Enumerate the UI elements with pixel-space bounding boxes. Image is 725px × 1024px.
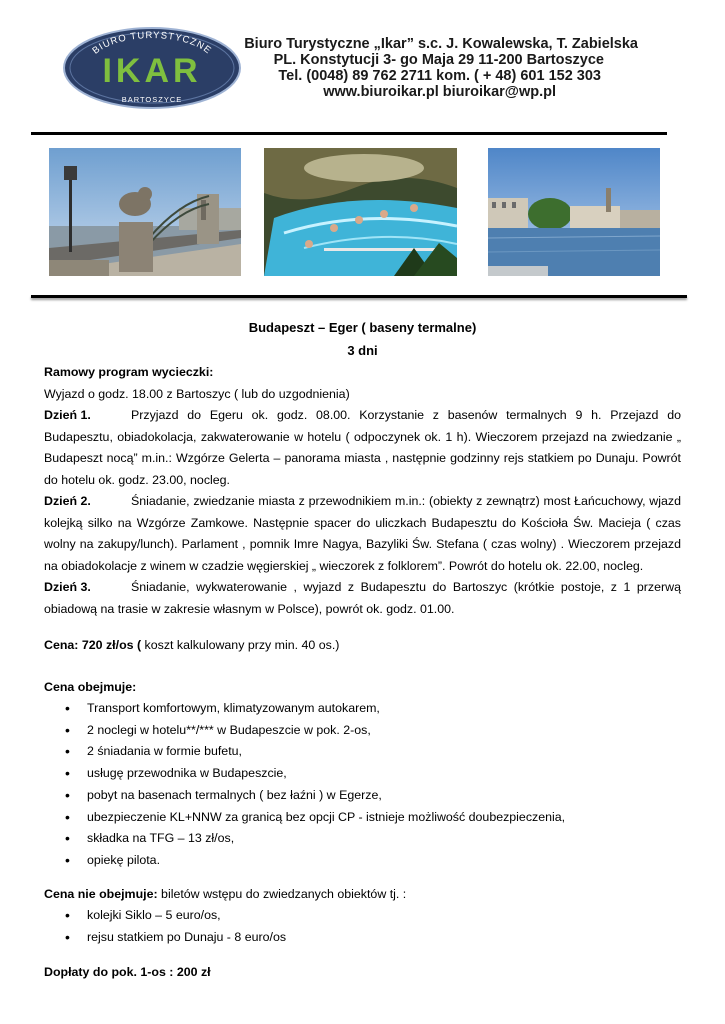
program-heading: Ramowy program wycieczki:	[44, 365, 214, 379]
day-1-label: Dzień 1.	[44, 408, 91, 422]
day-2	[44, 491, 681, 577]
thermal-bath-photo	[264, 148, 457, 276]
city-riverside-photo	[488, 148, 660, 276]
excludes-heading: Cena nie obejmuje:	[44, 887, 158, 901]
excludes-list	[44, 905, 286, 948]
company-name: Biuro Turystyczne „Ikar” s.c. J. Kowalewska, T. Zabielska	[244, 36, 638, 52]
includes-heading: Cena obejmuje:	[44, 680, 137, 694]
ikar-logo	[62, 26, 242, 110]
list-item: • pobyt na basenach termalnych ( bez łaźni ) w Egerze,	[44, 785, 565, 807]
day-2-label: Dzień 2.	[44, 494, 91, 508]
price-line	[44, 635, 681, 657]
logo-top-text: BIURO TURYSTYCZNE	[90, 29, 214, 57]
logo-name: IKAR	[102, 52, 202, 90]
list-item: • kolejki Siklo – 5 euro/os,	[44, 905, 286, 927]
list-item: • 2 noclegi w hotelu**/*** w Budapeszcie w pok. 2-os,	[44, 720, 565, 742]
day-3	[44, 577, 681, 620]
price-note: koszt kalkulowany przy min. 40 os.)	[141, 638, 340, 652]
includes-list	[44, 698, 565, 872]
excludes-intro: biletów wstępu do zwiedzanych obiektów tj. :	[157, 887, 407, 901]
logo-bottom-text: BARTOSZYCE	[121, 95, 183, 104]
departure-info: Wyjazd o godz. 18.00 z Bartoszyc ( lub do uzgodnienia)	[44, 386, 350, 401]
header-divider	[31, 132, 667, 135]
day-1	[44, 405, 681, 491]
trip-title: Budapeszt – Eger ( baseny termalne)	[248, 320, 477, 335]
company-phone: Tel. (0048) 89 762 2711 kom. ( + 48) 601 152 303	[278, 68, 601, 84]
list-item: • opiekę pilota.	[44, 850, 565, 872]
day-3-text: Śniadanie, wykwaterowanie , wyjazd z Budapesztu do Bartoszyc (krótkie postoje, z 1 przerwą obiadową na trasie w zakresie własnym w Polsce), powrót ok. godz. 01.00.	[44, 580, 681, 616]
single-room-supplement: Dopłaty do pok. 1-os : 200 zł	[44, 965, 211, 979]
day-1-text: Przyjazd do Egeru ok. godz. 08.00. Korzystanie z basenów termalnych 9 h. Przejazd do Budapesztu, obiadokolacja, zakwaterowanie w hotelu ( odpoczynek ok. 1 h). Wieczorem przejazd na zwiedzanie „ Budapeszt nocą” m.in.: Wzgórze Gelerta – panorama miasta , następnie godzinny rejs statkiem po Dunaju. Powrót do hotelu ok. godz. 23.00, nocleg.	[44, 408, 681, 487]
company-address: PL. Konstytucji 3- go Maja 29 11-200 Bartoszyce	[273, 52, 604, 68]
trip-duration: 3 dni	[347, 343, 378, 358]
list-item: • Transport komfortowym, klimatyzowanym autokarem,	[44, 698, 565, 720]
program-section	[44, 362, 681, 620]
list-item: • rejsu statkiem po Dunaju - 8 euro/os	[44, 927, 286, 949]
list-item: • usługę przewodnika w Budapeszcie,	[44, 763, 565, 785]
photos-divider	[31, 295, 687, 298]
chain-bridge-photo	[49, 148, 241, 276]
list-item: • 2 śniadania w formie bufetu,	[44, 741, 565, 763]
list-item: • ubezpieczenie KL+NNW za granicą bez opcji CP - istnieje możliwość doubezpieczenia,	[44, 807, 565, 829]
excludes-line	[44, 884, 681, 906]
price-label: Cena: 720 zł/os (	[44, 638, 142, 652]
company-web: www.biuroikar.pl biuroikar@wp.pl	[323, 84, 556, 100]
day-2-text: Śniadanie, zwiedzanie miasta z przewodnikiem m.in.: (obiekty z zewnątrz) most Łańcuchowy, wjazd kolejką silko na Wzgórze Zamkowe. Następnie spacer do uliczkach Budapesztu do Kościoła Św. Macieja ( czas wolny na zakupy/lunch). Parlament , pomnik Imre Nagya, Bazyliki Św. Stefana ( czas wolny) . Wieczorem przejazd na obiadokolacje z winem w czadzie węgierskiej „ wieczorek z folklorem”. Powrót do hotelu ok. 22.00, nocleg.	[44, 494, 681, 573]
company-header	[240, 36, 638, 100]
day-3-label: Dzień 3.	[44, 580, 91, 594]
list-item: • składka na TFG – 13 zł/os,	[44, 828, 565, 850]
